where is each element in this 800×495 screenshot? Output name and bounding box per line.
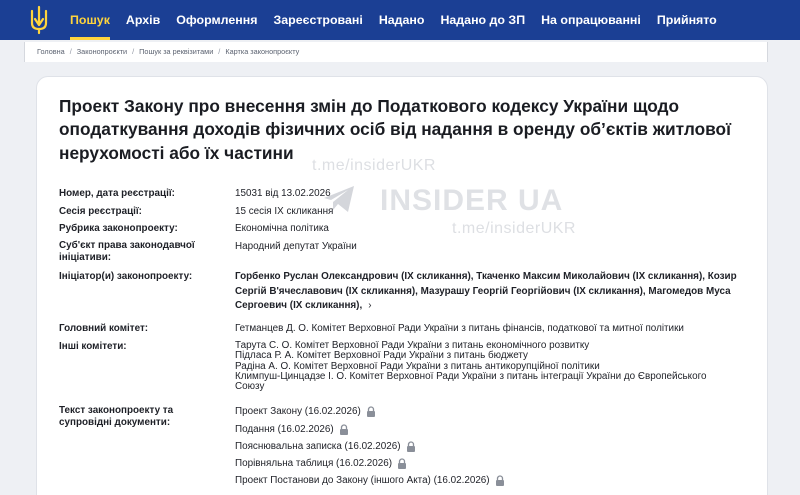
main-committee-value: Гетманцев Д. О. Комітет Верховної Ради України з питань фінансів, податкової та митної політики bbox=[235, 323, 684, 334]
documents-label-line: супровідні документи: bbox=[59, 417, 171, 428]
watermark-brand: INSIDER UA bbox=[380, 184, 564, 217]
committee-line: Радіна А. О. Комітет Верховної Ради України з питань антикорупційної політики bbox=[235, 360, 600, 372]
top-navigation bbox=[0, 0, 800, 40]
document-link[interactable] bbox=[235, 406, 376, 417]
committee-line: Тарута С. О. Комітет Верховної Ради України з питань економічного розвитку bbox=[235, 340, 590, 351]
main-committee-label: Головний комітет: bbox=[59, 323, 149, 334]
lock-icon bbox=[339, 424, 349, 435]
nav-item-search[interactable]: Пошук bbox=[62, 0, 118, 40]
other-committees-value bbox=[235, 341, 755, 392]
nav-item-drafting[interactable]: Оформлення bbox=[176, 13, 258, 27]
documents-label bbox=[59, 405, 229, 429]
registration-value: 15031 від 13.02.2026 bbox=[235, 188, 331, 199]
nav-item-in-progress[interactable]: На опрацюванні bbox=[541, 13, 641, 27]
subject-value: Народний депутат України bbox=[235, 241, 357, 252]
breadcrumb bbox=[37, 47, 299, 56]
committee-line: Климпуш-Цинцадзе І. О. Комітет Верховної Ради України з питань інтеграції України до Європейського bbox=[235, 370, 707, 382]
watermark-handle-bottom: t.me/insiderUKR bbox=[452, 220, 576, 237]
initiators-line: Горбенко Руслан Олександрович (IX скликання), Ткаченко Максим Миколайович (IX скликання), Козир bbox=[235, 271, 737, 282]
document-link-text[interactable]: Порівняльна таблиця (16.02.2026) bbox=[235, 458, 393, 469]
committee-line: Підласа Р. А. Комітет Верховної Ради України з питань бюджету bbox=[235, 350, 528, 362]
breadcrumb-home[interactable]: Головна bbox=[37, 47, 65, 56]
breadcrumb-separator: / bbox=[132, 47, 135, 56]
document-link[interactable] bbox=[235, 441, 416, 452]
lock-icon bbox=[397, 458, 407, 469]
document-link-text[interactable]: Проект Постанови до Закону (іншого Акта) (16.02.2026) bbox=[235, 475, 490, 486]
subject-label: Суб'єкт права законодавчої ініціативи: bbox=[59, 240, 195, 263]
breadcrumb-bills[interactable]: Законопроєкти bbox=[76, 47, 128, 56]
document-link-text[interactable]: Проект Закону (16.02.2026) bbox=[235, 406, 361, 417]
document-link[interactable] bbox=[235, 458, 407, 469]
breadcrumb-current: Картка законопроєкту bbox=[225, 47, 300, 56]
document-link-text[interactable]: Пояснювальна записка (16.02.2026) bbox=[235, 441, 401, 452]
rubric-value: Економічна політика bbox=[235, 223, 329, 234]
registration-label: Номер, дата реєстрації: bbox=[59, 188, 175, 199]
initiators-line bbox=[235, 299, 740, 314]
nav-item-adopted[interactable]: Прийнято bbox=[656, 13, 717, 27]
trident-icon[interactable] bbox=[22, 3, 56, 37]
nav-item-submitted[interactable]: Надано bbox=[378, 13, 425, 27]
document-link-text[interactable]: Подання (16.02.2026) bbox=[235, 424, 334, 435]
breadcrumb-search[interactable]: Пошук за реквізитами bbox=[139, 47, 214, 56]
nav-item-submitted-zp[interactable]: Надано до ЗП bbox=[440, 13, 526, 27]
initiators-line: Сергій В'ячеславович (IX скликання), Мазурашу Георгій Георгійович (IX скликання), Магомедов Муса bbox=[235, 285, 731, 297]
show-more-chevron-icon[interactable]: › bbox=[368, 300, 372, 312]
breadcrumb-separator: / bbox=[218, 47, 221, 56]
document-link[interactable] bbox=[235, 424, 349, 435]
lock-icon bbox=[406, 441, 416, 452]
watermark-handle-top: t.me/insiderUKR bbox=[312, 157, 436, 174]
initiators-line-text: Сергоевич (IX скликання), bbox=[235, 300, 363, 312]
document-link[interactable] bbox=[235, 475, 505, 486]
bill-title: Проект Закону про внесення змін до Податкового кодексу України щодо оподаткування доходів фізичних осіб від надання в оренду об’єктів житлової нерухомості або їх частини bbox=[59, 96, 731, 163]
lock-icon bbox=[366, 406, 376, 417]
documents-label-line: Текст законопроекту та bbox=[59, 405, 174, 416]
session-label: Сесія реєстрації: bbox=[59, 206, 142, 217]
committee-line: Союзу bbox=[235, 381, 265, 393]
session-value: 15 сесія IX скликання bbox=[235, 206, 334, 217]
breadcrumb-separator: / bbox=[69, 47, 72, 56]
nav-item-registered[interactable]: Зареєстровані bbox=[273, 13, 363, 27]
initiators-value bbox=[235, 270, 740, 314]
rubric-label: Рубрика законопроекту: bbox=[59, 223, 178, 234]
other-committees-label: Інші комітети: bbox=[59, 341, 127, 352]
lock-icon bbox=[495, 475, 505, 486]
initiators-label: Ініціатор(и) законопроекту: bbox=[59, 271, 193, 282]
nav-item-archive[interactable]: Архів bbox=[125, 13, 161, 27]
